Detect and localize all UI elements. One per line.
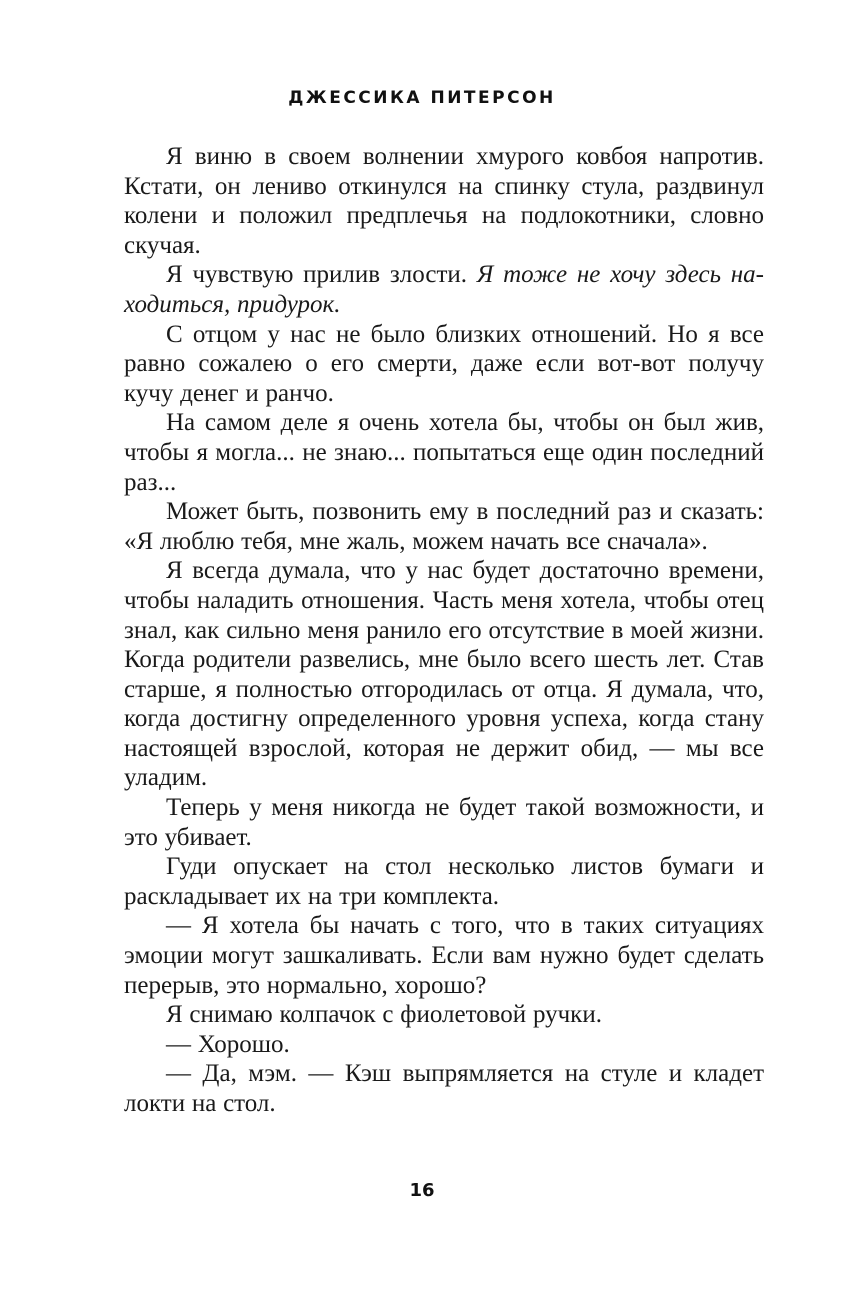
page-body <box>124 142 764 1119</box>
paragraph <box>124 142 764 260</box>
paragraph-text: На самом деле я очень хотела бы, чтобы он был жив, чтобы я могла... не знаю... попытаться еще один последний раз... <box>124 409 764 496</box>
paragraph-text: Я всегда думала, что у нас будет достаточно времени, чтобы наладить отношения. Часть меня хотела, чтобы отец знал, как сильно меня ранило его отсутствие в моей жизни. Когда родители развелись, мне было всего шесть лет. Став старше, я полностью отгородилась от отца. Я думала, что, когда достигну определенного уровня успеха, когда стану настоящей взрослой, которая не держит обид, — мы все уладим. <box>124 557 764 792</box>
paragraph-italic-text: Я тоже не хочу здесь находиться, придурок. <box>124 261 764 318</box>
paragraph-text: С отцом у нас не было близких отношений. Но я все равно сожалею о его смерти, даже если вот-вот получу кучу денег и ранчо. <box>124 320 764 407</box>
paragraph-text: Я виню в своем волнении хмурого ковбоя напротив. Кстати, он лениво откинулся на спинку стула, раздвинул колени и положил предплечья на подлокотники, словно скучая. <box>124 143 764 259</box>
paragraph <box>124 1059 764 1118</box>
paragraph <box>124 556 764 793</box>
paragraph-text: Я снимаю колпачок с фиолетовой ручки. <box>166 1001 602 1029</box>
paragraph-text: — Я хотела бы начать с того, что в таких ситуациях эмоции могут зашкаливать. Если вам нужно будет сделать перерыв, это нормально, хорошо? <box>124 912 764 999</box>
paragraph-text: — Да, мэм. — Кэш выпрямляется на стуле и кладет локти на стол. <box>124 1060 764 1117</box>
paragraph <box>124 408 764 497</box>
paragraph <box>124 320 764 409</box>
paragraph <box>124 1000 764 1030</box>
paragraph-text: Теперь у меня никогда не будет такой возможности, и это убивает. <box>124 794 764 851</box>
running-head-author: ДЖЕССИКА ПИТЕРСОН <box>288 88 556 108</box>
paragraph-text: Может быть, позвонить ему в последний раз и сказать: «Я люблю тебя, мне жаль, можем начать все сначала». <box>124 498 764 555</box>
page-number: 16 <box>409 1180 435 1201</box>
paragraph-text: — Хорошо. <box>166 1030 290 1058</box>
paragraph <box>124 260 764 319</box>
paragraph <box>124 1030 764 1060</box>
paragraph-text: Я чувствую прилив злости. <box>166 261 477 289</box>
paragraph <box>124 793 764 852</box>
paragraph <box>124 852 764 911</box>
paragraph <box>124 911 764 1000</box>
paragraph <box>124 497 764 556</box>
paragraph-text: Гуди опускает на стол несколько листов бумаги и раскладывает их на три комплекта. <box>124 853 764 910</box>
